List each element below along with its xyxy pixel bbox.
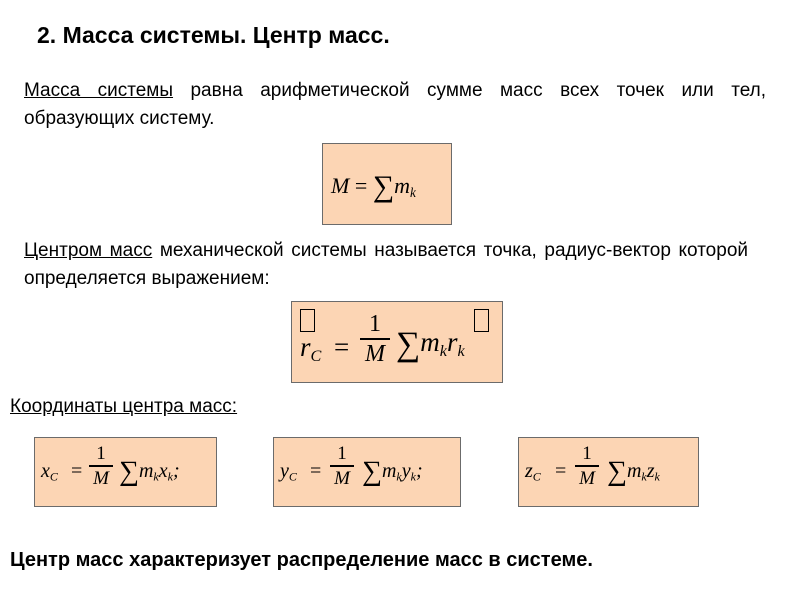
- formula-center-lhs-var: r: [300, 332, 311, 362]
- coord-fraction: [330, 444, 354, 488]
- coord-fraction: [575, 444, 599, 488]
- slide-title: 2. Масса системы. Центр масс.: [37, 22, 390, 48]
- sum-symbol: ∑: [396, 326, 421, 363]
- formula-center-lhs-sub: C: [310, 346, 322, 365]
- coord-sub: C: [532, 469, 541, 484]
- fraction-numerator: 1: [582, 443, 592, 464]
- sum-symbol: ∑: [362, 456, 382, 487]
- formula-center-r: r: [446, 327, 458, 357]
- coord-eq: =: [310, 460, 322, 482]
- formula-center-m-sub: k: [439, 341, 447, 360]
- fraction-denominator: M: [579, 467, 595, 489]
- formula-coordinate-y: [273, 437, 461, 507]
- sum-symbol: ∑: [119, 456, 139, 487]
- coord-fraction: [89, 444, 113, 488]
- formula-mass-var: m: [394, 173, 411, 198]
- coord-var: z: [525, 460, 533, 482]
- coord-v-sub: k: [410, 469, 416, 484]
- formula-center-fraction: [360, 312, 390, 366]
- center-of-mass-definition: [24, 237, 748, 293]
- formula-mass-eq: =: [354, 173, 368, 198]
- fraction-numerator: 1: [96, 443, 106, 464]
- vector-arrow-icon: [300, 309, 315, 332]
- coord-eq: =: [555, 460, 567, 482]
- coord-m-sub: k: [396, 469, 402, 484]
- coord-var: y: [280, 460, 289, 482]
- coord-m: m: [626, 460, 642, 482]
- formula-center-r-sub: k: [457, 341, 465, 360]
- formula-total-mass: [322, 143, 452, 225]
- fraction-denominator: M: [93, 467, 109, 489]
- formula-coordinate-x: [34, 437, 217, 507]
- center-definition-text: механической системы называется точка, радиус-вектор которой определяется выражением:: [24, 240, 748, 289]
- coord-sub: C: [288, 469, 297, 484]
- coord-end: ;: [415, 460, 423, 482]
- formula-mass-sub: k: [410, 184, 416, 200]
- formula-mass-lhs: M: [331, 173, 350, 198]
- coord-m: m: [381, 460, 397, 482]
- coordinates-label: Координаты центра масс:: [10, 396, 238, 417]
- coord-sub: C: [49, 469, 58, 484]
- fraction-denominator: M: [334, 467, 350, 489]
- coord-m: m: [138, 460, 154, 482]
- coord-m-sub: k: [641, 469, 647, 484]
- coord-v: z: [646, 460, 655, 482]
- coord-v: y: [401, 460, 411, 482]
- formula-center-of-mass: [291, 301, 503, 383]
- sum-symbol: ∑: [372, 170, 395, 203]
- center-term: Центром масс: [24, 240, 153, 261]
- vector-arrow-icon: [474, 309, 489, 332]
- coord-v-sub: k: [167, 469, 173, 484]
- coord-v: x: [158, 460, 168, 482]
- mass-term: Масса системы: [24, 80, 174, 101]
- fraction-numerator: 1: [369, 311, 381, 337]
- coord-end: ;: [172, 460, 180, 482]
- coord-m-sub: k: [153, 469, 159, 484]
- formula-coordinate-z: [518, 437, 699, 507]
- formula-center-m: m: [420, 327, 440, 357]
- mass-definition-text: равна арифметической сумме масс всех точек или тел, образующих систему.: [24, 80, 767, 129]
- mass-definition: [24, 77, 766, 133]
- coord-eq: =: [71, 460, 83, 482]
- coord-var: x: [41, 460, 50, 482]
- fraction-denominator: M: [365, 340, 385, 367]
- coord-v-sub: k: [654, 469, 660, 484]
- sum-symbol: ∑: [607, 456, 627, 487]
- fraction-numerator: 1: [337, 443, 347, 464]
- conclusion: Центр масс характеризует распределение масс в системе.: [10, 549, 593, 571]
- formula-center-eq: =: [334, 332, 350, 362]
